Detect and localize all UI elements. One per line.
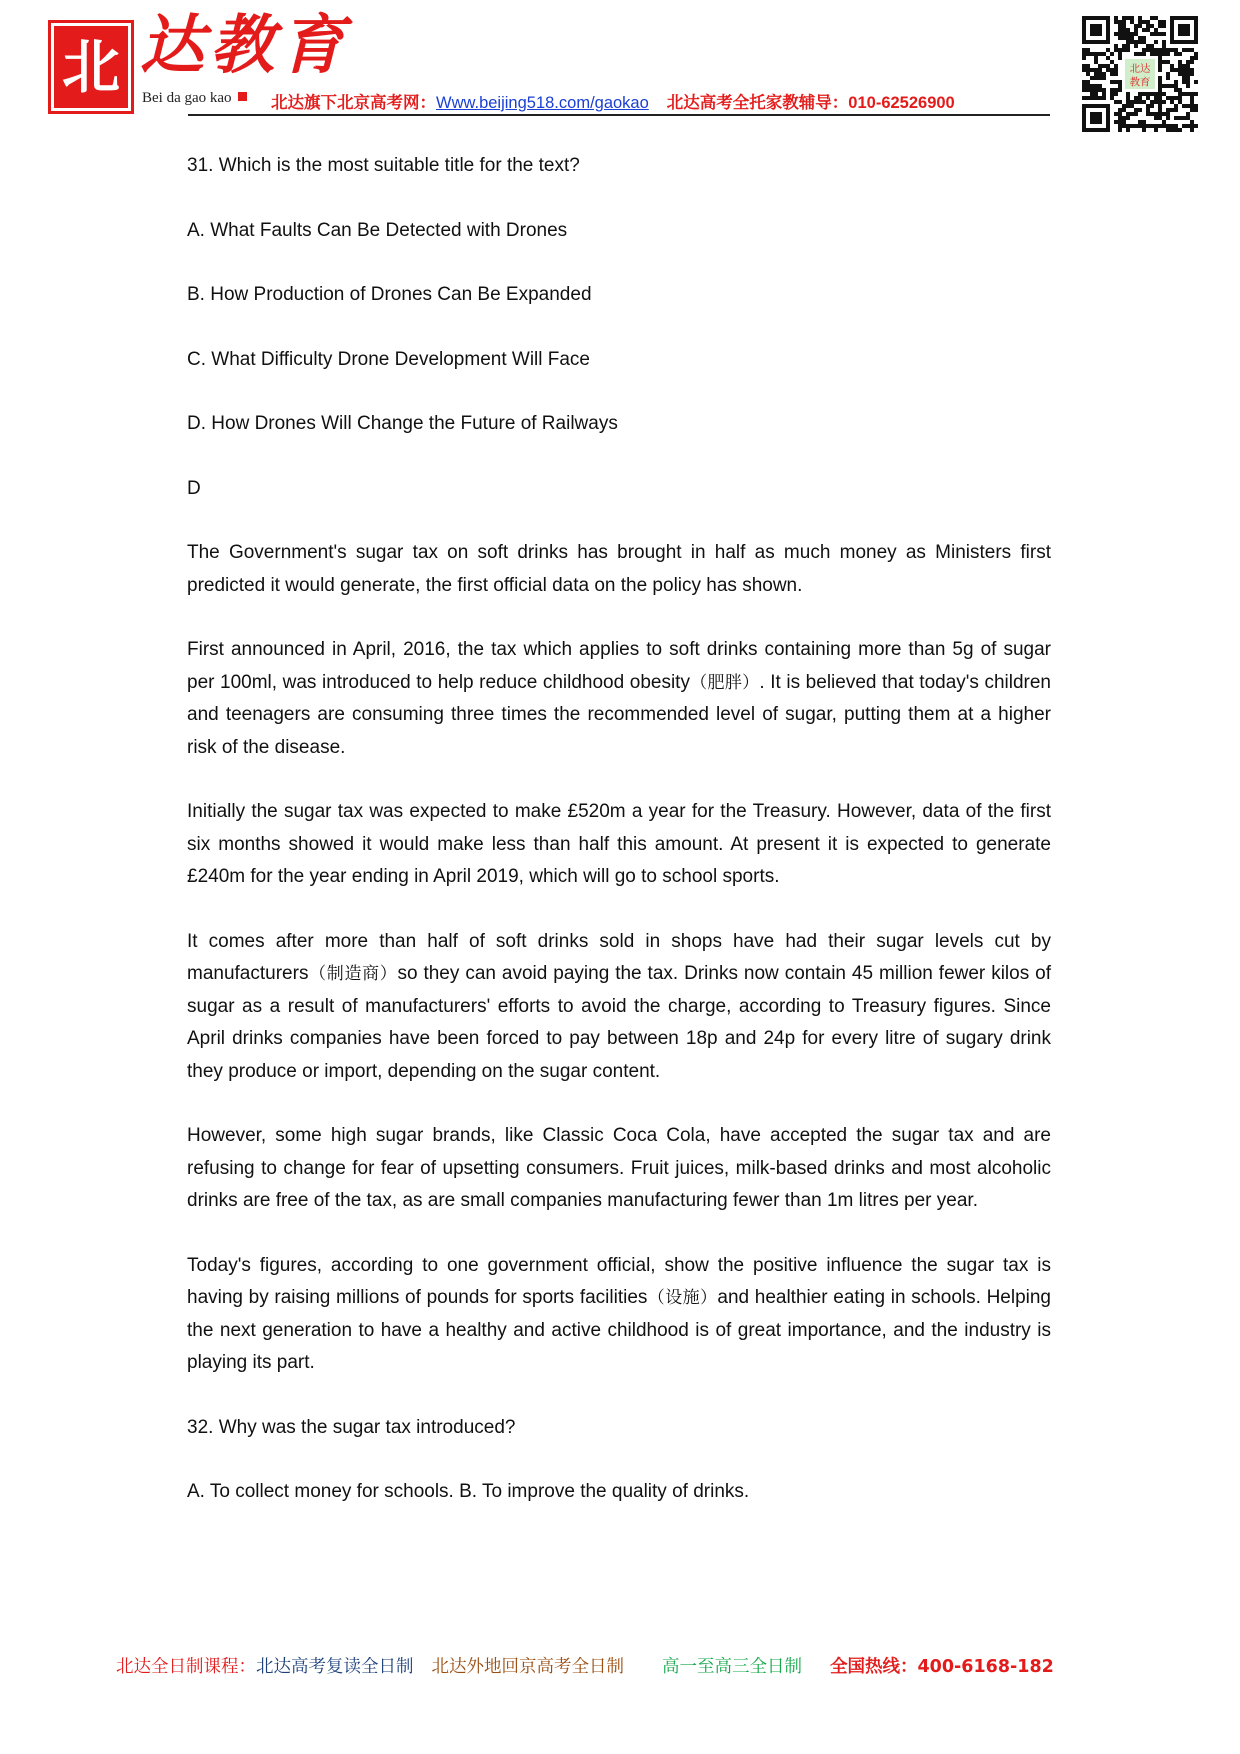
- paragraph-text: so they can avoid paying the tax. Drinks now contain 45 million fewer kilos of sugar as a result of manufacturers' efforts to avoid the charge, according to Treasury figures. Since April drinks companies have been forced to pay between 18p and 24p for every litre of sugary drink they produce or import, depending on the sugar content.: [187, 963, 1052, 1082]
- paragraph-text: and healthier eating in schools. Helping the next generation to have a healthy and active childhood is of great importance, and the industry is playing its part.: [187, 1287, 1051, 1373]
- question-31-option-d: D. How Drones Will Change the Future of Railways: [187, 413, 618, 434]
- header-info-line: [271, 89, 955, 113]
- page-header: [0, 0, 1240, 140]
- chinese-gloss: （肥胖）: [689, 672, 760, 693]
- red-square-bullet-icon: [238, 92, 247, 101]
- logo-subtitle-text: Bei da gao kao: [142, 90, 232, 106]
- logo-seal: [48, 20, 134, 114]
- question-32-stem: 32. Why was the sugar tax introduced?: [187, 1416, 516, 1438]
- chinese-gloss: （制造商）: [308, 964, 398, 984]
- question-32-options: A. To collect money for schools. B. To improve the quality of drinks.: [187, 1481, 750, 1502]
- paragraph-text: . It is believed that today's children and teenagers are consuming three times the recommended level of sugar, putting them at a higher risk of the disease.: [187, 671, 1052, 758]
- logo-subtitle: [142, 90, 247, 107]
- passage-paragraph: [187, 926, 1051, 1089]
- passage-paragraph: The Government's sugar tax on soft drinks has brought in half as much money as Ministers first predicted it would generate, the first official data on the policy has shown.: [187, 542, 1051, 596]
- site-label: 北达旗下北京高考网：: [271, 94, 436, 112]
- passage-paragraph: [187, 634, 1051, 764]
- logo-seal-char: 北: [61, 33, 120, 101]
- question-31-stem: 31. Which is the most suitable title for the text?: [187, 155, 580, 176]
- footer-course-repeat: 北达高考复读全日制: [256, 1657, 414, 1677]
- footer-courses-label: 北达全日制课程：: [116, 1657, 256, 1677]
- page-footer: [116, 1653, 1054, 1678]
- footer-course-grades: 高一至高三全日制: [662, 1657, 802, 1677]
- chinese-gloss: （设施）: [647, 1288, 718, 1308]
- passage-paragraph: Initially the sugar tax was expected to make £520m a year for the Treasury. However, data of the first six months showed it would make less than half this amount. At present it is expected to generate £240m for the year ending in April 2019, which will go to school sports.: [187, 801, 1051, 887]
- section-label: D: [187, 477, 201, 499]
- document-body: [187, 150, 1051, 1541]
- footer-hotline: 全国热线：400-6168-182: [830, 1657, 1054, 1677]
- question-31-option-a: A. What Faults Can Be Detected with Drones: [187, 219, 568, 241]
- qr-code-icon: [1082, 16, 1198, 132]
- footer-course-outside-beijing: 北达外地回京高考全日制: [431, 1657, 624, 1677]
- question-31-option-b: B. How Production of Drones Can Be Expanded: [187, 284, 592, 305]
- passage-paragraph: [187, 1250, 1051, 1380]
- tutor-phone: 010-62526900: [848, 94, 955, 112]
- passage-paragraph: However, some high sugar brands, like Classic Coca Cola, have accepted the sugar tax and are refusing to change for fear of upsetting consumers. Fruit juices, milk-based drinks and most alcoholic drinks are free of the tax, as are small companies manufacturing fewer than 1m litres per year.: [187, 1125, 1051, 1211]
- question-31-option-c: C. What Difficulty Drone Development Will Face: [187, 348, 590, 370]
- paragraph-text: It comes after more than half of soft drinks sold in shops have had their sugar levels cut by manufacturers: [187, 930, 1051, 984]
- svg-text:教育: 教育: [1129, 76, 1151, 89]
- tutor-label: 北达高考全托家教辅导：: [666, 94, 849, 112]
- site-url-link[interactable]: Www.beijing518.com/gaokao: [436, 94, 649, 112]
- logo-title: 达教育: [140, 8, 350, 83]
- header-divider: [188, 114, 1050, 116]
- svg-text:北达: 北达: [1129, 63, 1151, 75]
- paragraph-text: First announced in April, 2016, the tax which applies to soft drinks containing more than 5g of sugar per 100ml, was introduced to help reduce childhood obesity: [187, 639, 1051, 693]
- paragraph-text: Today's figures, according to one government official, show the positive influence the sugar tax is having by raising millions of pounds for sports facilities: [187, 1254, 1051, 1308]
